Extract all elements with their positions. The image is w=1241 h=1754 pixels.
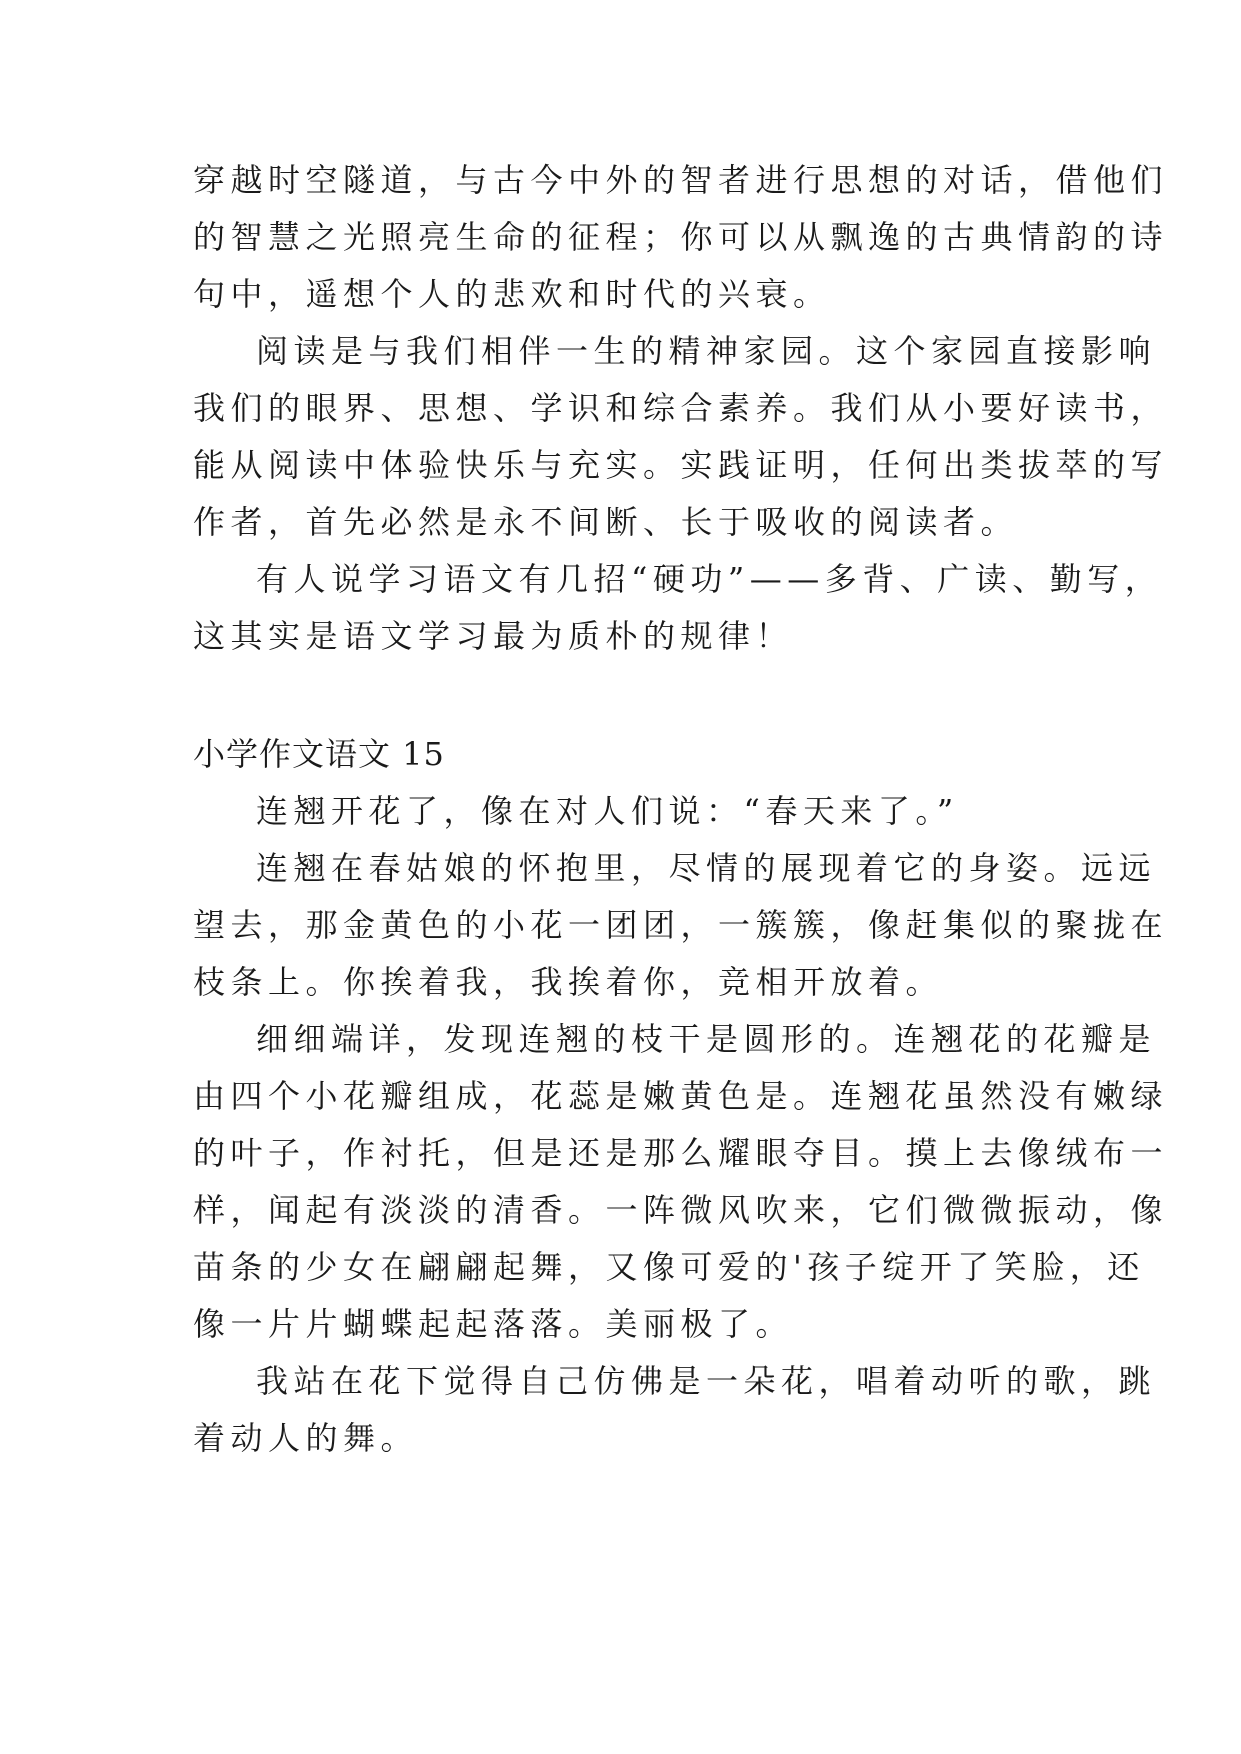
text-line: 句中，遥想个人的悲欢和时代的兴衰。 [193,275,831,313]
paragraph-first-line: 阅读是与我们相伴一生的精神家园。这个家园直接影响 [256,332,1157,370]
text-line: 作者，首先必然是永不间断、长于吸收的阅读者。 [193,503,1019,541]
essay-title: 小学作文语文 15 [193,735,445,773]
text-line: 的叶子，作衬托，但是还是那么耀眼夺目。摸上去像绒布一 [193,1134,1169,1172]
paragraph-first-line: 连翘在春姑娘的怀抱里，尽情的展现着它的身姿。远远 [256,849,1157,887]
text-line: 的智慧之光照亮生命的征程；你可以从飘逸的古典情韵的诗 [193,218,1169,256]
text-line: 由四个小花瓣组成，花蕊是嫩黄色是。连翘花虽然没有嫩绿 [193,1077,1169,1115]
text-line: 苗条的少女在翩翩起舞，又像可爱的'孩子绽开了笑脸，还 [193,1248,1145,1286]
text-line: 能从阅读中体验快乐与充实。实践证明，任何出类拔萃的写 [193,446,1169,484]
text-line: 着动人的舞。 [193,1419,419,1457]
paragraph-first-line: 细细端详，发现连翘的枝干是圆形的。连翘花的花瓣是 [256,1020,1157,1058]
text-line: 穿越时空隧道，与古今中外的智者进行思想的对话，借他们 [193,161,1169,199]
text-line: 样，闻起有淡淡的清香。一阵微风吹来，它们微微振动，像 [193,1191,1169,1229]
text-line: 这其实是语文学习最为质朴的规律！ [193,617,794,655]
text-line: 我们的眼界、思想、学识和综合素养。我们从小要好读书， [193,389,1169,427]
text-line: 望去，那金黄色的小花一团团，一簇簇，像赶集似的聚拢在 [193,906,1169,944]
text-line: 像一片片蝴蝶起起落落。美丽极了。 [193,1305,794,1343]
text-line: 枝条上。你挨着我，我挨着你，竞相开放着。 [193,963,944,1001]
paragraph-first-line: 我站在花下觉得自己仿佛是一朵花，唱着动听的歌，跳 [256,1362,1157,1400]
paragraph-first-line: 有人说学习语文有几招“硬功”——多背、广读、勤写， [256,560,1163,598]
paragraph-first-line: 连翘开花了，像在对人们说：“春天来了。” [256,792,959,830]
